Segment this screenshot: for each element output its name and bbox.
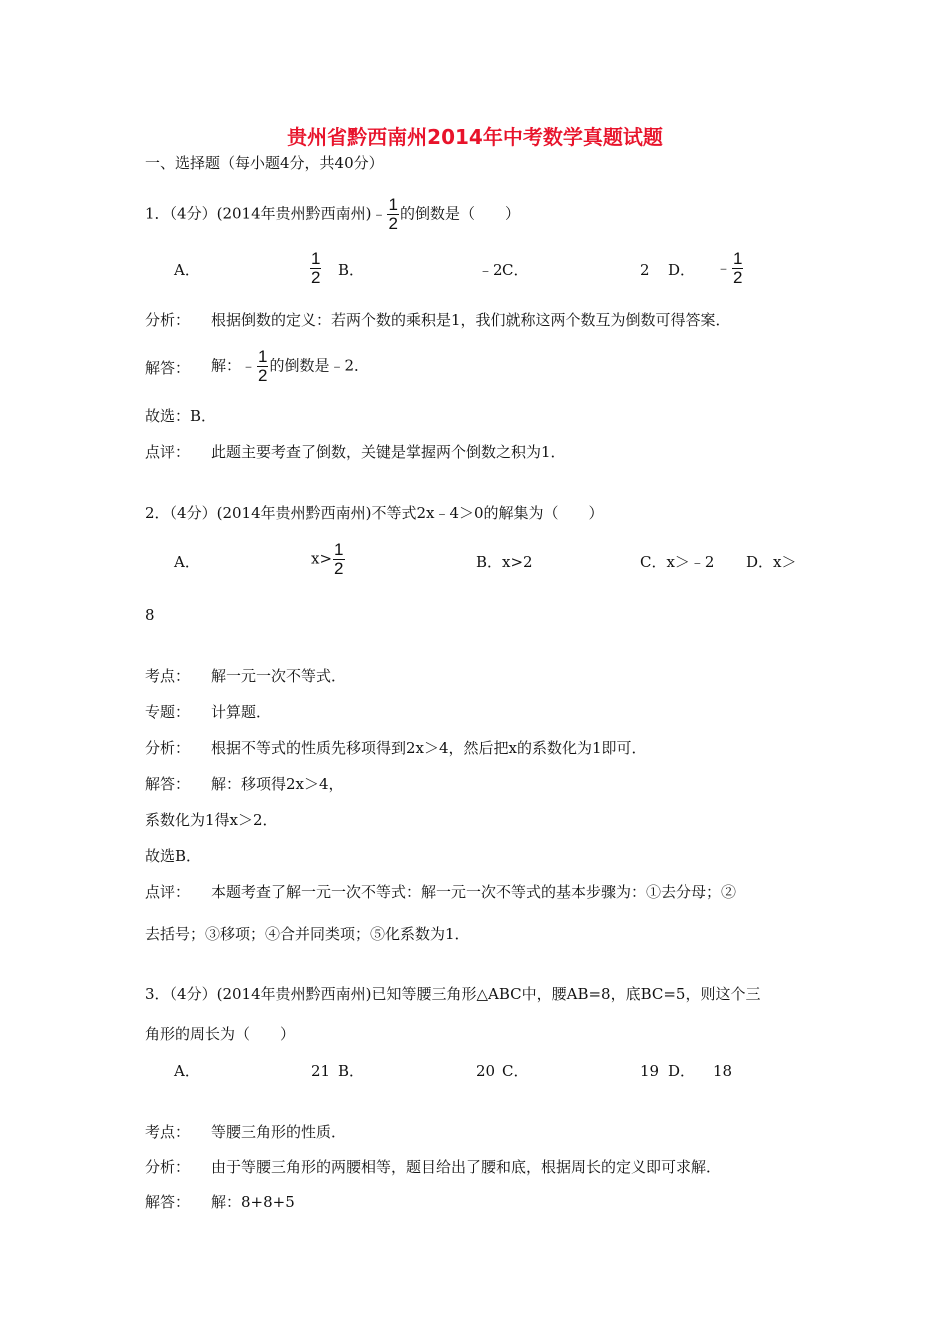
q3-point-label: 考点：	[145, 1123, 191, 1141]
q2-stem: 2．（4分）(2014年贵州黔西南州)不等式2x﹣4＞0的解集为（ ）	[145, 504, 604, 522]
q3-option-c-label: C．	[502, 1062, 529, 1080]
q1-option-a-den: 2	[311, 268, 321, 287]
q1-option-d-sign: ﹣	[716, 258, 732, 277]
q2-topic-label: 专题：	[145, 703, 191, 721]
q2-analysis-label: 分析：	[145, 739, 191, 757]
q1-answer-text	[211, 348, 369, 385]
q2-comment-label: 点评：	[145, 883, 191, 901]
q1-stem-suffix: 的倒数是（ ）	[399, 204, 520, 223]
q3-analysis-text: 由于等腰三角形的两腰相等，题目给出了腰和底，根据周长的定义即可求解．	[211, 1158, 722, 1176]
q1-option-a-num: 1	[311, 249, 321, 268]
q1-answer-label: 解答：	[145, 359, 191, 377]
q2-comment-line2: 去括号；③移项；④合并同类项；⑤化系数为1．	[145, 925, 470, 943]
q1-answer-prefix: 解：﹣	[211, 356, 257, 375]
q1-stem-fraction	[387, 196, 398, 233]
document-title: 贵州省黔西南州2014年中考数学真题试题	[287, 125, 663, 149]
q1-option-a-label: A．	[174, 261, 200, 279]
q2-point-label: 考点：	[145, 667, 191, 685]
q3-analysis-label: 分析：	[145, 1158, 191, 1176]
q2-option-a-num: 1	[334, 540, 344, 559]
q3-option-a-label: A．	[174, 1062, 200, 1080]
q1-answer-num: 1	[258, 347, 268, 366]
q3-point-text: 等腰三角形的性质．	[211, 1123, 347, 1141]
q2-option-a-value	[311, 541, 346, 578]
q2-option-b: B．x>2	[476, 553, 533, 571]
q1-option-d-label: D．	[668, 261, 696, 279]
q1-option-b-label: B．	[338, 261, 365, 279]
q2-topic-text: 计算题．	[211, 703, 272, 721]
q2-analysis-text: 根据不等式的性质先移项得到2x＞4，然后把x的系数化为1即可．	[211, 739, 647, 757]
q2-option-a-label: A．	[174, 553, 200, 571]
q1-option-b-value: ﹣2	[478, 261, 503, 279]
q1-option-a-fraction	[310, 250, 321, 287]
section-heading: 一、选择题（每小题4分，共40分）	[145, 154, 384, 172]
q2-option-d: D．x＞	[746, 553, 797, 571]
q2-answer-text: 解：移项得2x＞4，	[211, 775, 344, 793]
q3-option-d-label: D．	[668, 1062, 696, 1080]
q3-answer-label: 解答：	[145, 1193, 191, 1211]
q1-stem-prefix: 1．（4分）(2014年贵州黔西南州)﹣	[145, 204, 387, 223]
q2-option-c: C．x＞﹣2	[640, 553, 715, 571]
q3-option-a-value: 21	[311, 1062, 331, 1080]
q1-answer-den: 2	[258, 366, 268, 385]
q3-option-d-value: 18	[713, 1062, 733, 1080]
q2-option-a-prefix: x>	[311, 549, 333, 568]
q1-stem-frac-den: 2	[388, 214, 398, 233]
q2-point-text: 解一元一次不等式．	[211, 667, 347, 685]
q1-answer-fraction	[257, 348, 268, 385]
q1-analysis-text: 根据倒数的定义：若两个数的乘积是1，我们就称这两个数互为倒数可得答案．	[211, 311, 731, 329]
q2-comment-text: 本题考查了解一元一次不等式：解一元一次不等式的基本步骤为：①去分母；②	[211, 883, 737, 901]
q3-stem-line2: 角形的周长为（ ）	[145, 1025, 296, 1043]
q3-option-c-value: 19	[640, 1062, 660, 1080]
q2-option-a-fraction	[333, 541, 344, 578]
q1-stem	[145, 196, 520, 233]
q2-choice: 故选B．	[145, 847, 202, 865]
q1-answer-suffix: 的倒数是﹣2．	[269, 356, 370, 375]
q3-stem: 3．（4分）(2014年贵州黔西南州)已知等腰三角形△ABC中，腰AB=8，底BC=5，则这个三	[145, 985, 761, 1003]
q1-comment-label: 点评：	[145, 443, 191, 461]
q1-option-d-fraction	[732, 250, 743, 287]
q1-option-d-den: 2	[733, 268, 743, 287]
q1-comment-text: 此题主要考查了倒数，关键是掌握两个倒数之积为1．	[211, 443, 566, 461]
q2-option-a-den: 2	[334, 559, 344, 578]
q1-analysis-label: 分析：	[145, 311, 191, 329]
q3-option-b-value: 20	[476, 1062, 496, 1080]
q2-option-d-wrap: 8	[145, 606, 155, 624]
q1-option-a-value	[309, 250, 322, 287]
q1-option-c-value: 2	[640, 261, 650, 279]
q1-option-d-value	[716, 250, 744, 287]
q2-answer-line2: 系数化为1得x＞2．	[145, 811, 278, 829]
q1-option-c-label: C．	[502, 261, 529, 279]
q3-answer-text: 解：8+8+5	[211, 1193, 295, 1211]
q1-option-d-num: 1	[733, 249, 743, 268]
q3-option-b-label: B．	[338, 1062, 365, 1080]
q1-choice: 故选：B．	[145, 407, 217, 425]
q1-stem-frac-num: 1	[388, 195, 398, 214]
q2-answer-label: 解答：	[145, 775, 191, 793]
